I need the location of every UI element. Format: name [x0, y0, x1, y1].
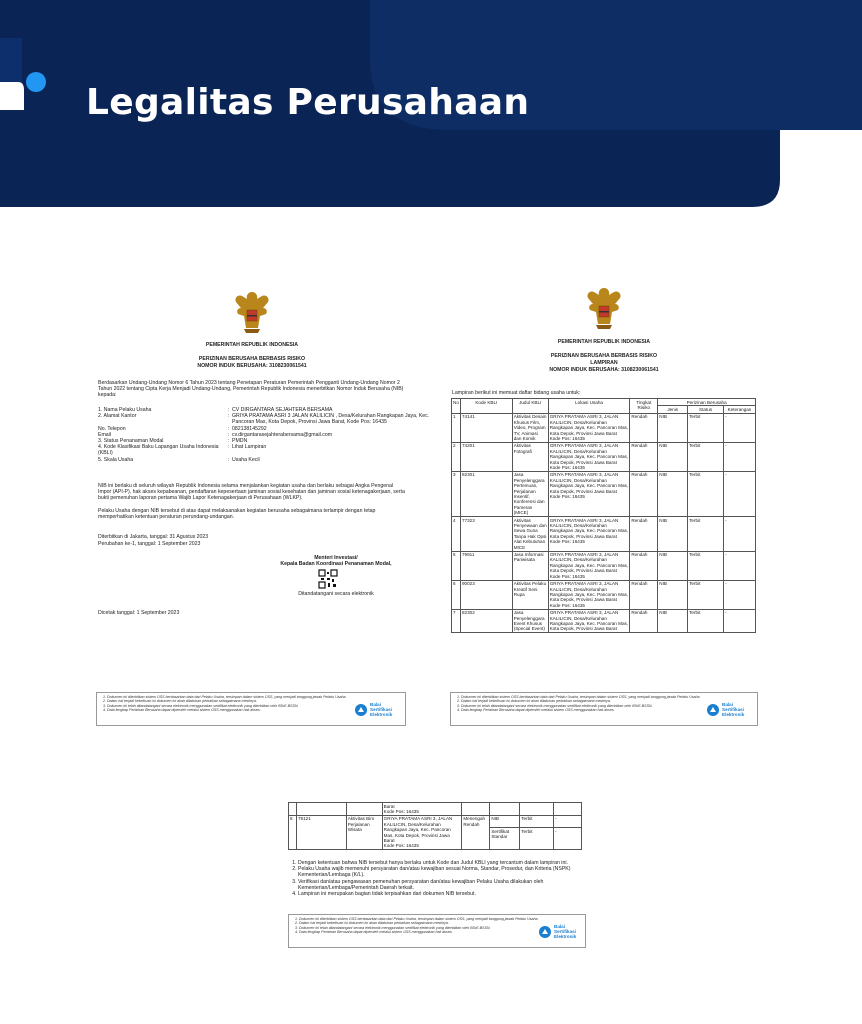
table-row: 8 79121 Aktivitas Biro Perjalanan Wisata GRIYA PRATAMA ASRI 3, JALAN KALILICIN, Desa/Kelurahan Rangkapan Jaya, Kec. Pancoran Mas, Kota Depok, Provinsi Jawa Barat Kode Pos: 16435 Menengah Rendah NIB Terbit - — [289, 815, 582, 828]
cell-risiko: Rendah — [630, 471, 658, 516]
cell-status: Terbit — [688, 517, 724, 551]
table-row — [452, 609, 756, 633]
table-row: Barat Kode Pos: 16435 — [289, 803, 582, 816]
cell-status: Terbit — [688, 413, 724, 442]
cell-lokasi: GRIYA PRATAMA ASRI 3, JALAN KALILICIN, Desa/Kelurahan Rangkapan Jaya, Kec. Pancoran Mas, Kota Depok, Provinsi Jawa Barat Kode Pos: 16435 — [549, 443, 629, 470]
table-row — [452, 580, 756, 609]
footer-note: 4. Data lengkap Perizinan Berusaha dapat diperoleh melalui sistem OSS menggunakan hak akses. — [299, 930, 549, 934]
table-row: Sertifikat Standar Terbit - — [289, 828, 582, 850]
cell-risiko: Rendah — [630, 609, 658, 633]
footer-note: 4. Data lengkap Perizinan Berusaha dapat diperoleh melalui sistem OSS menggunakan hak akses. — [107, 708, 357, 712]
footer-note: 1. Dokumen ini diterbitkan sistem OSS berdasarkan data dari Pelaku Usaha, tersimpan dalam sistem OSS, yang menjadi tanggung jawab Pelaku Usaha. — [299, 917, 549, 921]
cell-lokasi: GRIYA PRATAMA ASRI 3, JALAN KALILICIN, Desa/Kelurahan Rangkapan Jaya, Kec. Pancoran Mas, Kota Depok, Provinsi Jawa Barat Kode Pos: 16435 — [549, 552, 629, 579]
cell-risiko: Rendah — [630, 442, 658, 471]
cell-no: 7 — [452, 609, 461, 633]
cell-jenis: NIB — [658, 442, 688, 471]
doc3-footer — [288, 914, 586, 948]
garuda-emblem-icon — [232, 288, 272, 336]
cell-status: Terbit — [688, 580, 724, 609]
field-value: GRIYA PRATAMA ASRI 3 JALAN KALILICIN , Desa/Kelurahan Rangkapan Jaya, Kec. Pancoran Mas, Kota Depok, Provinsi Jawa Barat, Kode Pos: 16435 — [232, 413, 430, 426]
gov-heading: PEMERINTAH REPUBLIK INDONESIA — [557, 339, 651, 345]
footer-note: 2. Dalam hal terjadi kekeliruan isi dokumen ini akan dilakukan perbaikan sebagaimana mestinya. — [461, 699, 711, 703]
accent-dot — [26, 72, 46, 92]
signer-title: Menteri Investasi/ — [314, 555, 358, 561]
table-row — [452, 471, 756, 516]
cell-judul: Aktivitas Penyewaan dan Sewa Guna Tanpa Hak Opsi Alat Kebutuhan MICE — [513, 517, 547, 550]
cell-no: 1 — [452, 413, 461, 442]
col-status: Status — [688, 406, 724, 413]
field-label: 4. Kode Klasifikasi Baku Lapangan Usaha Indonesia (KBLI) — [98, 444, 219, 457]
field-row: 3. Status Penanaman Modal : PMDN — [98, 438, 406, 444]
term-item: 1. Dengan ketentuan bahwa NIB tersebut hanya berlaku untuk Kode dan Judul KBLI yang tercantum dalam lampiran ini. — [298, 860, 592, 866]
footer-note: 4. Data lengkap Perizinan Berusaha dapat diperoleh melalui sistem OSS menggunakan hak akses. — [461, 708, 711, 712]
bsre-logo: Balai Sertifikasi Elektronik — [539, 924, 576, 939]
intro-text: Berdasarkan Undang-Undang Nomor 6 Tahun 2023 tentang Penetapan Peraturan Pemerintah Pengganti Undang-Undang Nomor 2 Tahun 2022 tentang Cipta Kerja Menjadi Undang-Undang, Pemerintah Republik Indonesia menerbitkan Nomor Induk Berusaha (NIB) kepada: — [98, 380, 404, 399]
col-tingkat: Tingkat Risiko — [630, 399, 658, 414]
lampiran-continuation — [284, 798, 586, 950]
cell-ket: - — [723, 609, 755, 633]
field-label: 3. Status Penanaman Modal — [98, 438, 164, 445]
cell-no: 4 — [452, 517, 461, 551]
field-row: 4. Kode Klasifikasi Baku Lapangan Usaha Indonesia (KBLI) : Lihat Lampiran — [98, 444, 406, 456]
nib-document — [96, 280, 430, 728]
qr-code-icon — [318, 569, 338, 589]
header-banner — [0, 0, 862, 207]
cell-jenis: NIB — [658, 609, 688, 633]
term-item: 3. Verifikasi dan/atau pengawasan pemenuhan persyaratan dan/atau kewajiban Pelaku Usaha dilakukan oleh Kementerian/Lembaga/Pemerintah Daerah terkait. — [298, 879, 592, 891]
cell-ket: - — [723, 551, 755, 580]
field-label: Email — [98, 431, 111, 438]
cell-lokasi: GRIYA PRATAMA ASRI 3, JALAN KALILICIN, Desa/Kelurahan Rangkapan Jaya, Kec. Pancoran Mas, Kota Depok, Provinsi Jawa Barat — [549, 610, 629, 632]
change-date: Perubahan ke-1, tanggal: 1 September 2023 — [98, 541, 201, 547]
table-row — [452, 517, 756, 551]
cell-kode: 74141 — [460, 413, 512, 442]
nib-number: NOMOR INDUK BERUSAHA: 3108230061541 — [549, 367, 659, 373]
field-row: 2. Alamat Kantor : GRIYA PRATAMA ASRI 3 JALAN KALILICIN , Desa/Kelurahan Rangkapan Jaya, Kec. Pancoran Mas, Kota Depok, Provinsi Jawa Barat, Kode Pos: 16435 — [98, 413, 406, 425]
field-value: CV DIRGANTARA SEJAHTERA BERSAMA — [232, 407, 333, 413]
field-value: PMDN — [232, 438, 248, 445]
cell-jenis: NIB — [658, 471, 688, 516]
garuda-emblem-icon — [584, 284, 624, 332]
field-row: No. Telepon : 082138145292 — [98, 426, 406, 432]
col-lokasi: Lokasi Usaha — [548, 399, 630, 414]
cell-judul: Jasa Penyelenggara Pertemuan, Perjalanan Insentif, Konferensi dan Pameran (MICE) — [512, 471, 548, 516]
col-no: No — [452, 399, 461, 414]
cell-judul: Aktivitas Fotografi — [512, 442, 548, 471]
cell-jenis: NIB — [658, 413, 688, 442]
cell-ket: - — [723, 471, 755, 516]
cell-no: 2 — [452, 442, 461, 471]
field-row: 5. Skala Usaha : Usaha Kecil — [98, 457, 406, 463]
field-value: cv.dirgantarasejahterabersama@gmail.com — [232, 431, 333, 438]
cell-judul: Aktivitas Pelaku Kreatif Seni Rupa — [512, 580, 548, 609]
field-value: 082138145292 — [232, 425, 267, 432]
cell-status: Terbit — [688, 609, 724, 633]
field-label: 2. Alamat Kantor — [98, 413, 137, 420]
cell-jenis: NIB — [658, 517, 688, 551]
print-date: Dicetak tanggal: 1 September 2023 — [98, 610, 180, 616]
cell-jenis: NIB — [658, 580, 688, 609]
field-label: 5. Skala Usaha — [98, 456, 134, 463]
col-perizinan: Perizinan Berusaha — [658, 399, 756, 406]
cell-lokasi: GRIYA PRATAMA ASRI 3, JALAN KALILICIN, Desa/Kelurahan Rangkapan Jaya, Kec. Pancoran Mas, Kota Depok, Provinsi Jawa Barat Kode Pos: 16435 — [548, 471, 630, 516]
cell-judul: Jasa Penyelenggara Event Khusus (Special Event) — [512, 609, 548, 633]
cell-ket: - — [723, 580, 755, 609]
gov-heading: PEMERINTAH REPUBLIK INDONESIA — [205, 342, 299, 348]
col-ket: Keterangan — [723, 406, 755, 413]
cell-status: Terbit — [688, 442, 724, 471]
cell-kode: 90023 — [460, 580, 512, 609]
field-label: No. Telepon — [98, 425, 126, 432]
signed-note: Ditandatangani secara elektronik — [298, 591, 374, 597]
cell-status: Terbit — [688, 471, 724, 516]
cell-kode: 74201 — [460, 442, 512, 471]
doc-title: PERIZINAN BERUSAHA BERBASIS RISIKO — [550, 353, 658, 359]
cell-judul: Aktivitas Desain Khusus Film, Video, Program TV, Animasi dan Komik — [513, 414, 547, 441]
cell-ket: - — [723, 517, 755, 551]
business-fields — [98, 407, 430, 463]
cell-ket: - — [723, 413, 755, 442]
bsre-logo-icon — [707, 704, 719, 716]
footer-note: 3. Dokumen ini telah ditandatangani secara elektronik menggunakan sertifikat elektronik yang diterbitkan oleh BSrE-BSSN. — [299, 926, 549, 930]
footer-note: 1. Dokumen ini diterbitkan sistem OSS berdasarkan data dari Pelaku Usaha, tersimpan dalam sistem OSS, yang menjadi tanggung jawab Pelaku Usaha. — [107, 695, 357, 699]
kbli-table — [451, 398, 756, 633]
field-value: Lihat Lampiran — [232, 444, 267, 451]
cell-kode: 77323 — [460, 517, 512, 551]
cell-no: 6 — [452, 580, 461, 609]
issued-date: Diterbitkan di Jakarta, tanggal: 31 Agustus 2023 — [98, 534, 209, 540]
footer-note: 2. Dalam hal terjadi kekeliruan isi dokumen ini akan dilakukan perbaikan sebagaimana mestinya. — [299, 921, 549, 925]
terms-list — [288, 860, 592, 897]
bsre-logo-icon — [355, 704, 367, 716]
cell-risiko: Rendah — [630, 517, 658, 551]
term-item: 4. Lampiran ini merupakan bagian tidak terpisahkan dari dokumen NIB tersebut. — [298, 891, 592, 897]
page-title: Legalitas Perusahaan — [86, 82, 530, 123]
col-judul: Judul KBLI — [512, 399, 548, 414]
lampiran-intro: Lampiran berikut ini memuat daftar bidang usaha untuk: — [452, 390, 581, 396]
table-row — [452, 413, 756, 442]
bsre-logo: Balai Sertifikasi Elektronik — [355, 702, 392, 717]
footer-note: 1. Dokumen ini diterbitkan sistem OSS berdasarkan data dari Pelaku Usaha, tersimpan dalam sistem OSS, yang menjadi tanggung jawab Pelaku Usaha. — [461, 695, 711, 699]
col-kode: Kode KBLI — [460, 399, 512, 414]
term-item: 2. Pelaku Usaha wajib memenuhi persyaratan dan/atau kewajiban sesuai Norma, Standar, Prosedur, dan Kriteria (NSPK) Kementerian/Lembaga (K/L). — [298, 866, 592, 878]
doc2-footer — [450, 692, 758, 726]
activity-text: Pelaku Usaha dengan NIB tersebut di atas dapat melaksanakan kegiatan berusaha sebagaimana terlampir dengan tetap memperhatikan ketentuan peraturan perundang-undangan. — [98, 508, 376, 521]
footer-note: 3. Dokumen ini telah ditandatangani secara elektronik menggunakan sertifikat elektronik yang diterbitkan oleh BSrE-BSSN. — [461, 704, 711, 708]
doc-title: PERIZINAN BERUSAHA BERBASIS RISIKO — [198, 356, 306, 362]
cell-lokasi: GRIYA PRATAMA ASRI 3, JALAN KALILICIN, Desa/Kelurahan Rangkapan Jaya, Kec. Pancoran Mas, Kota Depok, Provinsi Jawa Barat Kode Pos: 16435 — [548, 517, 630, 551]
cell-no: 5 — [452, 551, 461, 580]
cell-risiko: Rendah — [630, 413, 658, 442]
table-row — [452, 442, 756, 471]
cell-lokasi: GRIYA PRATAMA ASRI 3, JALAN KALILICIN, Desa/Kelurahan Rangkapan Jaya, Kec. Pancoran Mas, Kota Depok, Provinsi Jawa Barat Kode Pos: 16435 — [549, 581, 629, 608]
col-jenis: Jenis — [658, 406, 688, 413]
footer-note: 3. Dokumen ini telah ditandatangani secara elektronik menggunakan sertifikat elektronik yang diterbitkan oleh BSrE-BSSN. — [107, 704, 357, 708]
signer-agency: Kepala Badan Koordinasi Penanaman Modal, — [280, 561, 392, 567]
doc1-footer — [96, 692, 406, 726]
cell-no: 3 — [452, 471, 461, 516]
cell-risiko: Rendah — [630, 551, 658, 580]
cell-risiko: Rendah — [630, 580, 658, 609]
lampiran-document — [450, 280, 758, 728]
cell-status: Terbit — [688, 551, 724, 580]
cell-jenis: NIB — [658, 551, 688, 580]
kbli-table-continued — [288, 802, 582, 850]
validity-text: NIB ini berlaku di seluruh wilayah Republik Indonesia selama menjalankan kegiatan usaha dan berlaku sebagai Angka Pengenal Impor (API-P), hak akses kepabeanan, pendaftaran kepesertaan jaminan sosial kesehatan dan jaminan sosial ketenagakerjaan, serta bukti pemenuhan laporan pertama Wajib Lapor Ketenagakerjaan di Perusahaan (WLKP). — [98, 483, 405, 502]
field-row: 1. Nama Pelaku Usaha : CV DIRGANTARA SEJAHTERA BERSAMA — [98, 407, 406, 413]
table-row — [452, 551, 756, 580]
doc-subtitle: LAMPIRAN — [590, 360, 618, 366]
field-value: Usaha Kecil — [232, 456, 260, 463]
cell-judul: Jasa Informasi Pariwisata — [512, 551, 548, 580]
bsre-logo-icon — [539, 926, 551, 938]
bsre-logo: Balai Sertifikasi Elektronik — [707, 702, 744, 717]
field-row: Email : cv.dirgantarasejahterabersama@gmail.com — [98, 432, 406, 438]
footer-note: 2. Dalam hal terjadi kekeliruan isi dokumen ini akan dilakukan perbaikan sebagaimana mestinya. — [107, 699, 357, 703]
cell-kode: 79911 — [460, 551, 512, 580]
cell-kode: 82301 — [460, 471, 512, 516]
field-label: 1. Nama Pelaku Usaha — [98, 407, 152, 413]
cell-ket: - — [723, 442, 755, 471]
cell-lokasi: GRIYA PRATAMA ASRI 3, JALAN KALILICIN, Desa/Kelurahan Rangkapan Jaya, Kec. Pancoran Mas, Kota Depok, Provinsi Jawa Barat Kode Pos: 16435 — [549, 414, 629, 441]
nib-number: NOMOR INDUK BERUSAHA: 3108230061541 — [197, 363, 307, 369]
cell-kode: 82302 — [460, 609, 512, 633]
